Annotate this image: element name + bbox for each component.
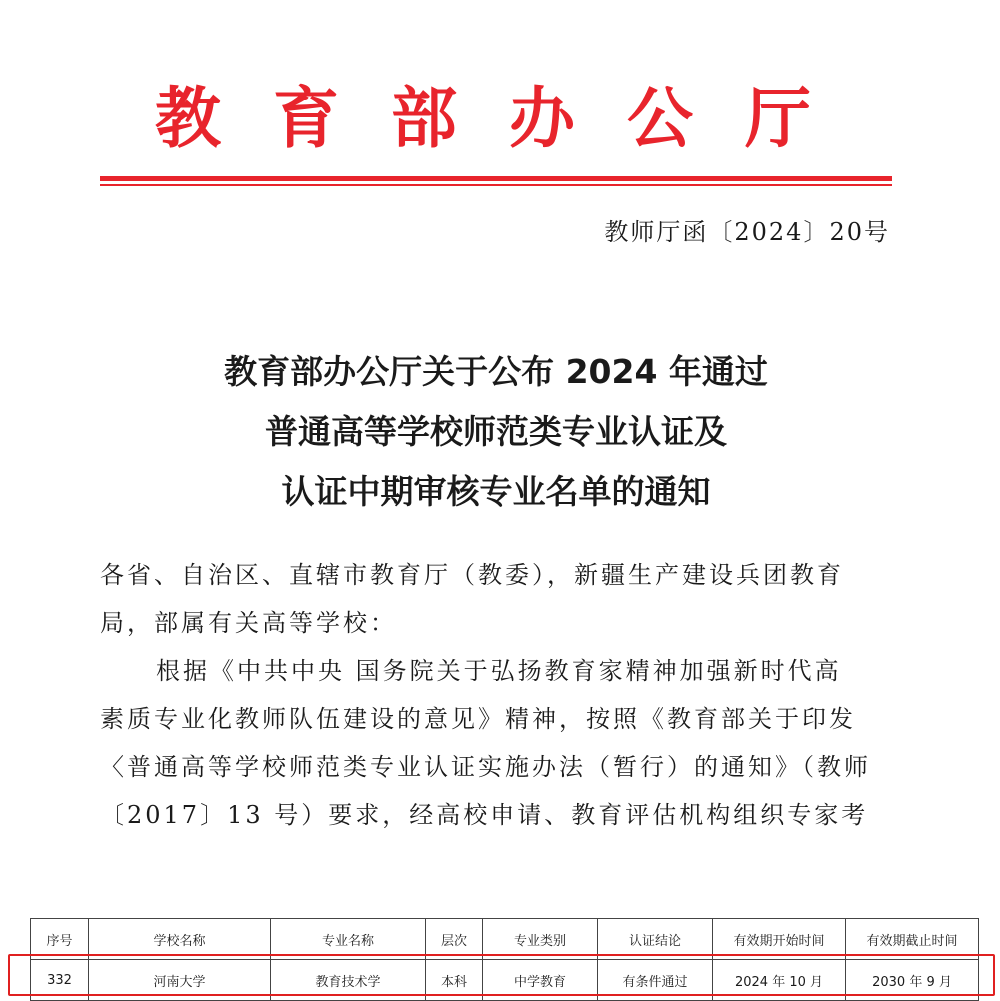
body-line-4: 〔2017〕13 号）要求，经高校申请、教育评估机构组织专家考 [100, 801, 869, 829]
document-number: 教师厅函〔2024〕20号 [604, 218, 890, 246]
addressee-line-2: 局，部属有关高等学校： [100, 609, 397, 637]
cell-category: 中学教育 [483, 960, 598, 1001]
header-cell-index: 序号 [31, 919, 89, 960]
cell-major: 教育技术学 [271, 960, 426, 1001]
cell-valid-until: 2030 年 9 月 [846, 960, 979, 1001]
header-cell-major: 专业名称 [271, 919, 426, 960]
title-line-1: 教育部办公厅关于公布 2024 年通过 [224, 352, 768, 391]
header-cell-school: 学校名称 [89, 919, 271, 960]
header-cell-valid-from: 有效期开始时间 [713, 919, 846, 960]
header-cell-category: 专业类别 [483, 919, 598, 960]
cell-school: 河南大学 [89, 960, 271, 1001]
body-line-1: 根据《中共中央 国务院关于弘扬教育家精神加强新时代高 [156, 657, 842, 685]
red-rule-thick [100, 176, 892, 181]
body-paragraph [100, 647, 892, 839]
document-title [100, 342, 892, 522]
cell-level: 本科 [426, 960, 483, 1001]
title-line-3: 认证中期审核专业名单的通知 [281, 472, 711, 511]
body-line-2: 素质专业化教师队伍建设的意见》精神，按照《教育部关于印发 [100, 705, 856, 733]
issuer-masthead: 教育部办公厅 [155, 79, 863, 157]
row-highlight-box [8, 954, 995, 996]
addressee-line-1: 各省、自治区、直辖市教育厅（教委），新疆生产建设兵团教育 [100, 561, 844, 589]
header-cell-level: 层次 [426, 919, 483, 960]
header-cell-conclusion: 认证结论 [598, 919, 713, 960]
cell-valid-from: 2024 年 10 月 [713, 960, 846, 1001]
cell-index: 332 [31, 960, 89, 1001]
title-line-2: 普通高等学校师范类专业认证及 [265, 412, 727, 451]
red-rule-thin [100, 184, 892, 186]
addressee [100, 551, 892, 647]
header-cell-valid-until: 有效期截止时间 [846, 919, 979, 960]
body-line-3: 〈普通高等学校师范类专业认证实施办法（暂行）的通知》（教师 [100, 753, 871, 781]
cell-conclusion: 有条件通过 [598, 960, 713, 1001]
